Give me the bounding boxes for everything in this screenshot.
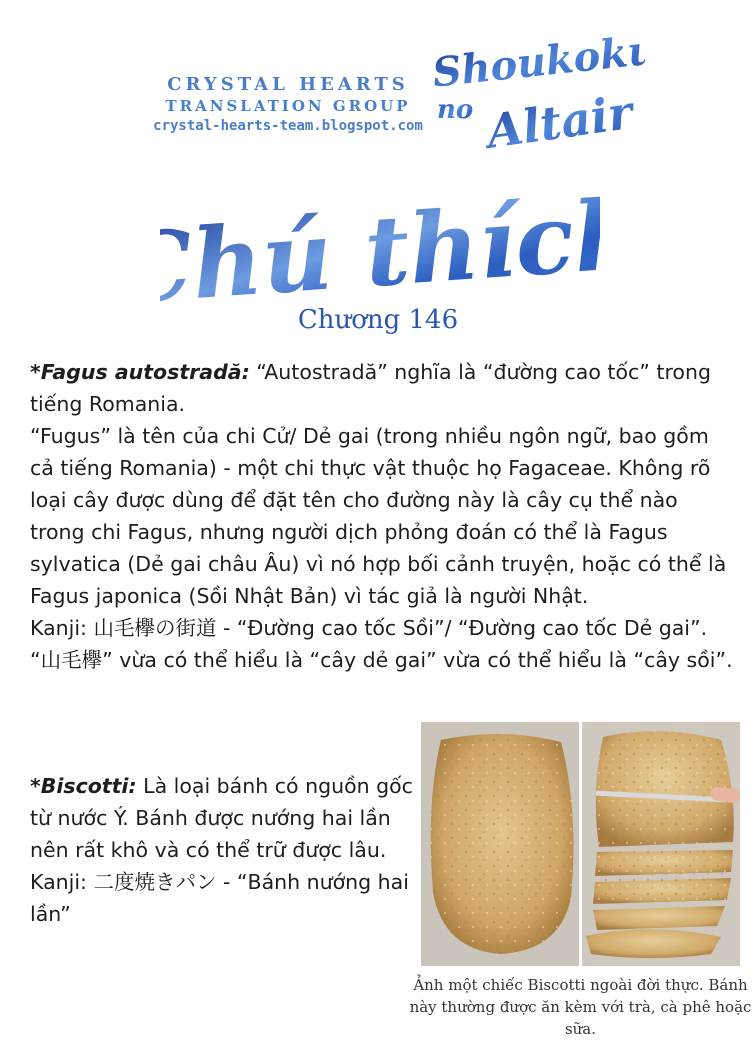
header: [0, 0, 756, 170]
note-biscotti-para-1: [30, 770, 415, 866]
note-fagus-definition: “Autostradă” nghĩa là “đường cao tốc” trong tiếng Romania.: [30, 360, 711, 416]
photo-caption: Ảnh một chiếc Biscotti ngoài đời thực. Bánh này thường được ăn kèm với trà, cà phê hoặc sữa.: [409, 976, 752, 1038]
group-subtitle: TRANSLATION GROUP: [165, 97, 411, 115]
note-fagus-para-3: Kanji: 山毛欅の街道 - “Đường cao tốc Sồi”/ “Đường cao tốc Dẻ gai”. “山毛欅” vừa có thể hiểu là “cây dẻ gai” vừa có thể hiểu là “cây sồi”.: [30, 616, 733, 672]
group-credit: [138, 74, 438, 136]
biscotti-photo: [421, 722, 740, 966]
note-fagus: [30, 356, 736, 676]
series-line1: Shoukoku: [430, 30, 645, 97]
group-url: crystal-hearts-team.blogspot.com: [153, 118, 423, 134]
note-biscotti-definition: Là loại bánh có nguồn gốc từ nước Ý. Bánh được nướng hai lần nên rất khô và có thể trữ được lâu.: [30, 774, 413, 862]
page-title: [160, 185, 600, 310]
note-biscotti: [30, 770, 415, 930]
note-fagus-para-1: [30, 356, 736, 420]
note-fagus-term: *Fagus autostradă:: [30, 360, 250, 384]
series-line3: Altair: [483, 85, 636, 159]
group-name: CRYSTAL HEARTS: [167, 74, 409, 95]
note-biscotti-para-2: Kanji: 二度焼きパン - “Bánh nướng hai lần”: [30, 870, 409, 926]
series-line2: no: [437, 95, 474, 125]
series-logo: [425, 30, 645, 160]
note-fagus-para-2: “Fugus” là tên của chi Cử/ Dẻ gai (trong nhiều ngôn ngữ, bao gồm cả tiếng Romania) - một chi thực vật thuộc họ Fagaceae. Không rõ loại cây được dùng để đặt tên cho đường này là cây cụ thể nào trong chi Fagus, nhưng người dịch phỏng đoán có thể là Fagus sylvatica (Dẻ gai châu Âu) vì nó hợp bối cảnh truyện, hoặc có thể là Fagus japonica (Sồi Nhật Bản) vì tác giả là người Nhật.: [30, 424, 727, 608]
chapter-label: Chương 146: [297, 305, 459, 335]
note-biscotti-term: *Biscotti:: [30, 774, 137, 798]
title-text: Chú thích: [160, 185, 600, 310]
